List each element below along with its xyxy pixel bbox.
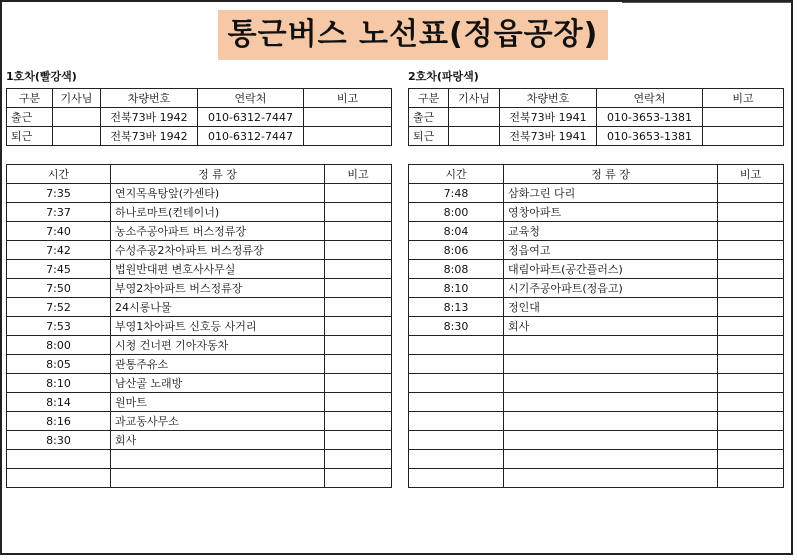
stop-note-cell <box>325 222 392 241</box>
stop-name-cell: 부영2차아파트 버스정류장 <box>111 279 325 298</box>
stop-note-cell <box>325 469 392 488</box>
stop-note-cell <box>325 260 392 279</box>
stop-row <box>7 336 392 355</box>
stop-time-cell: 8:08 <box>409 260 504 279</box>
phone-cell: 010-6312-7447 <box>198 108 304 127</box>
driver-cell <box>53 108 101 127</box>
stop-row <box>409 431 784 450</box>
stop-name-cell: 원마트 <box>111 393 325 412</box>
bus2-stops-table <box>408 164 784 488</box>
stop-time-cell <box>409 412 504 431</box>
stop-time-cell <box>409 393 504 412</box>
phone-cell: 010-6312-7447 <box>198 127 304 146</box>
stop-time-cell: 7:35 <box>7 184 111 203</box>
stop-name-cell <box>504 393 718 412</box>
stop-time-cell: 7:48 <box>409 184 504 203</box>
stop-row <box>7 469 392 488</box>
stop-name-cell: 부영1차아파트 신호등 사거리 <box>111 317 325 336</box>
stop-time-cell: 8:05 <box>7 355 111 374</box>
stop-row <box>409 355 784 374</box>
stop-note-cell <box>325 241 392 260</box>
plate-cell: 전북73바 1942 <box>101 108 198 127</box>
stop-time-cell: 8:30 <box>7 431 111 450</box>
stop-note-cell <box>718 203 784 222</box>
top-line <box>622 2 791 3</box>
stop-row <box>7 184 392 203</box>
stop-note-cell <box>718 222 784 241</box>
stop-name-cell: 삼화그린 다리 <box>504 184 718 203</box>
stop-row <box>7 203 392 222</box>
stop-note-cell <box>718 241 784 260</box>
stop-note-cell <box>718 450 784 469</box>
stop-name-cell: 남산골 노래방 <box>111 374 325 393</box>
stop-row <box>7 317 392 336</box>
stop-name-cell: 영창아파트 <box>504 203 718 222</box>
stop-note-cell <box>325 450 392 469</box>
stop-name-cell: 24시롱나물 <box>111 298 325 317</box>
stop-row <box>409 203 784 222</box>
stop-time-cell: 7:37 <box>7 203 111 222</box>
stop-time-cell: 7:52 <box>7 298 111 317</box>
stop-name-cell <box>504 336 718 355</box>
table-gap <box>6 154 392 164</box>
stop-name-cell: 교육청 <box>504 222 718 241</box>
stop-time-cell <box>409 355 504 374</box>
header-time: 시간 <box>7 165 111 184</box>
stop-note-cell <box>325 355 392 374</box>
stop-name-cell: 시기주공아파트(정읍고) <box>504 279 718 298</box>
stop-name-cell <box>504 412 718 431</box>
stop-note-cell <box>325 184 392 203</box>
page-title: 통근버스 노선표(정읍공장) <box>218 10 608 60</box>
table-gap <box>408 154 784 164</box>
stop-note-cell <box>325 298 392 317</box>
stop-note-cell <box>718 469 784 488</box>
stop-name-cell: 하나로마트(컨테이너) <box>111 203 325 222</box>
stop-row <box>409 260 784 279</box>
stop-row <box>7 222 392 241</box>
stop-row <box>409 393 784 412</box>
bus1-info-table <box>6 88 392 146</box>
header-type: 구분 <box>409 89 449 108</box>
stop-row <box>409 222 784 241</box>
stop-time-cell: 8:16 <box>7 412 111 431</box>
shift-type-cell: 퇴근 <box>7 127 53 146</box>
header-note: 비고 <box>304 89 392 108</box>
stop-note-cell <box>718 279 784 298</box>
stop-time-cell: 7:45 <box>7 260 111 279</box>
bus2-info-table <box>408 88 784 146</box>
header-phone: 연락처 <box>597 89 703 108</box>
stop-note-cell <box>718 374 784 393</box>
stop-row <box>7 450 392 469</box>
note-cell <box>703 127 784 146</box>
stop-name-cell <box>504 469 718 488</box>
bus1-stops-table <box>6 164 392 488</box>
bus2-label: 2호차(파랑색) <box>408 70 479 83</box>
stop-note-cell <box>718 412 784 431</box>
stop-time-cell: 8:14 <box>7 393 111 412</box>
header-driver: 기사님 <box>53 89 101 108</box>
stop-row <box>409 317 784 336</box>
stop-time-cell <box>409 469 504 488</box>
stop-name-cell: 법원반대편 변호사사무실 <box>111 260 325 279</box>
stop-name-cell: 회사 <box>504 317 718 336</box>
stop-note-cell <box>718 317 784 336</box>
header-type: 구분 <box>7 89 53 108</box>
info-row <box>7 108 392 127</box>
stop-name-cell <box>111 450 325 469</box>
stop-row <box>409 450 784 469</box>
info-header-row <box>409 89 784 108</box>
stop-note-cell <box>325 203 392 222</box>
header-phone: 연락처 <box>198 89 304 108</box>
stop-name-cell: 정읍여고 <box>504 241 718 260</box>
header-note: 비고 <box>718 165 784 184</box>
stop-note-cell <box>325 412 392 431</box>
stop-row <box>7 412 392 431</box>
stop-time-cell: 7:40 <box>7 222 111 241</box>
stop-time-cell <box>409 450 504 469</box>
stop-row <box>7 260 392 279</box>
stop-row <box>409 374 784 393</box>
stop-name-cell <box>504 431 718 450</box>
stop-note-cell <box>718 431 784 450</box>
header-time: 시간 <box>409 165 504 184</box>
stop-time-cell: 8:10 <box>7 374 111 393</box>
header-plate: 차량번호 <box>101 89 198 108</box>
info-row <box>409 108 784 127</box>
stop-time-cell: 8:00 <box>409 203 504 222</box>
bus1-label: 1호차(빨강색) <box>6 70 77 83</box>
header-stop: 정 류 장 <box>504 165 718 184</box>
stop-name-cell: 대림아파트(공간플러스) <box>504 260 718 279</box>
stop-note-cell <box>325 336 392 355</box>
stop-time-cell <box>7 469 111 488</box>
phone-cell: 010-3653-1381 <box>597 127 703 146</box>
stop-row <box>7 241 392 260</box>
stop-row <box>7 393 392 412</box>
stop-time-cell <box>7 450 111 469</box>
stop-name-cell: 연지목욕탕앞(카센타) <box>111 184 325 203</box>
stop-name-cell <box>504 450 718 469</box>
stop-row <box>409 298 784 317</box>
driver-cell <box>53 127 101 146</box>
stop-time-cell: 8:13 <box>409 298 504 317</box>
stop-note-cell <box>718 393 784 412</box>
stop-note-cell <box>325 431 392 450</box>
stop-note-cell <box>718 298 784 317</box>
header-plate: 차량번호 <box>500 89 597 108</box>
stop-time-cell: 8:04 <box>409 222 504 241</box>
stop-note-cell <box>718 336 784 355</box>
note-cell <box>703 108 784 127</box>
stop-time-cell <box>409 431 504 450</box>
stop-time-cell: 8:06 <box>409 241 504 260</box>
stop-time-cell <box>409 336 504 355</box>
stop-note-cell <box>325 317 392 336</box>
driver-cell <box>449 108 500 127</box>
stop-note-cell <box>325 279 392 298</box>
stop-row <box>409 336 784 355</box>
info-row <box>7 127 392 146</box>
note-cell <box>304 127 392 146</box>
stop-note-cell <box>325 374 392 393</box>
stop-row <box>7 431 392 450</box>
driver-cell <box>449 127 500 146</box>
stop-time-cell <box>409 374 504 393</box>
stop-row <box>409 241 784 260</box>
stops-header-row <box>7 165 392 184</box>
stop-row <box>409 469 784 488</box>
info-header-row <box>7 89 392 108</box>
stop-note-cell <box>718 260 784 279</box>
plate-cell: 전북73바 1941 <box>500 108 597 127</box>
stop-name-cell <box>111 469 325 488</box>
stop-name-cell: 관통주유소 <box>111 355 325 374</box>
stop-row <box>409 279 784 298</box>
stop-time-cell: 7:53 <box>7 317 111 336</box>
note-cell <box>304 108 392 127</box>
stop-note-cell <box>718 184 784 203</box>
stop-name-cell: 회사 <box>111 431 325 450</box>
shift-type-cell: 출근 <box>7 108 53 127</box>
stop-time-cell: 8:00 <box>7 336 111 355</box>
stop-name-cell: 과교동사무소 <box>111 412 325 431</box>
header-note: 비고 <box>703 89 784 108</box>
header-stop: 정 류 장 <box>111 165 325 184</box>
stop-time-cell: 7:50 <box>7 279 111 298</box>
stop-name-cell: 수성주공2차아파트 버스정류장 <box>111 241 325 260</box>
stop-time-cell: 8:30 <box>409 317 504 336</box>
phone-cell: 010-3653-1381 <box>597 108 703 127</box>
plate-cell: 전북73바 1941 <box>500 127 597 146</box>
stop-row <box>409 184 784 203</box>
stop-note-cell <box>325 393 392 412</box>
stop-name-cell: 시청 건너편 기아자동차 <box>111 336 325 355</box>
stop-name-cell: 정인대 <box>504 298 718 317</box>
info-row <box>409 127 784 146</box>
stops-header-row <box>409 165 784 184</box>
stop-row <box>7 298 392 317</box>
stop-row <box>7 374 392 393</box>
header-driver: 기사님 <box>449 89 500 108</box>
stop-row <box>7 279 392 298</box>
stop-row <box>7 355 392 374</box>
plate-cell: 전북73바 1942 <box>101 127 198 146</box>
header-note: 비고 <box>325 165 392 184</box>
stop-name-cell <box>504 355 718 374</box>
stop-time-cell: 8:10 <box>409 279 504 298</box>
stop-name-cell: 농소주공아파트 버스정류장 <box>111 222 325 241</box>
stop-name-cell <box>504 374 718 393</box>
stop-time-cell: 7:42 <box>7 241 111 260</box>
stop-note-cell <box>718 355 784 374</box>
shift-type-cell: 퇴근 <box>409 127 449 146</box>
stop-row <box>409 412 784 431</box>
shift-type-cell: 출근 <box>409 108 449 127</box>
